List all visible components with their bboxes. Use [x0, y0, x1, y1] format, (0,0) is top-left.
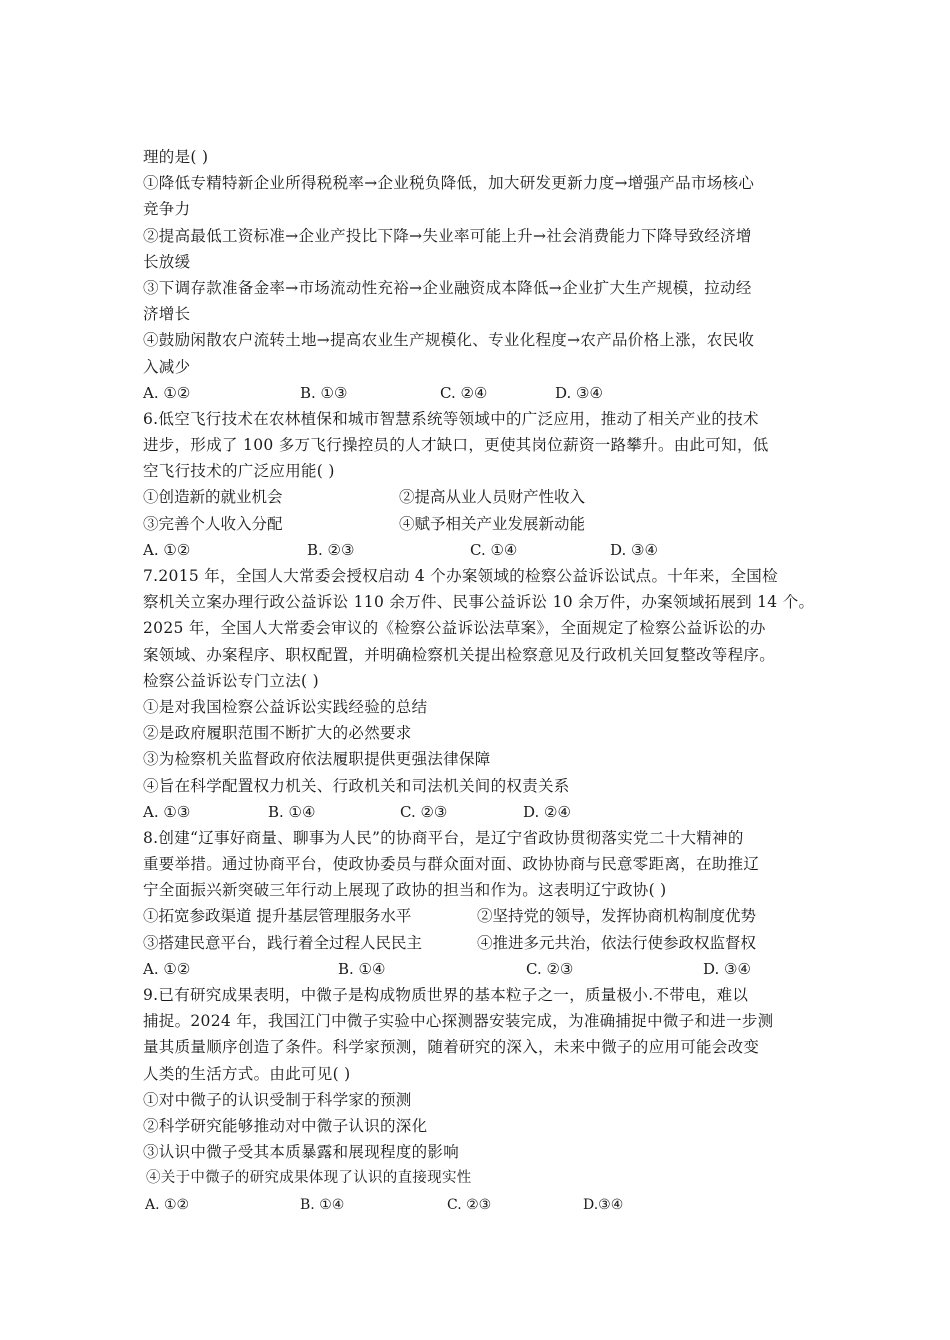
- q7-stem: 察机关立案办理行政公益诉讼 110 余万件、民事公益诉讼 10 余万件，办案领域拓展到 14 个。: [143, 593, 815, 612]
- q8-item-3: ③搭建民意平台，践行着全过程人民民主: [143, 933, 423, 952]
- q8-options: [143, 956, 843, 982]
- q9-item-1: ①对中微子的认识受制于科学家的预测: [143, 1090, 412, 1109]
- q5-option-c: C. ②④: [440, 383, 488, 402]
- q7-options: [143, 799, 843, 825]
- q9-item-4: ④关于中微子的研究成果体现了认识的直接现实性: [146, 1170, 472, 1187]
- q7-option-d: D. ②④: [523, 802, 571, 821]
- q7-item-1: ①是对我国检察公益诉讼实践经验的总结: [143, 697, 428, 716]
- q9-option-a: A. ①②: [145, 1196, 190, 1213]
- q5-item-3-cont: 济增长: [143, 305, 191, 324]
- q5-options: [143, 380, 843, 406]
- q6-option-c: C. ①④: [470, 540, 518, 559]
- q6-item-4: ④赋予相关产业发展新动能: [399, 514, 586, 533]
- q9-stem: 人类的生活方式。由此可见( ): [143, 1064, 351, 1083]
- q7-option-a: A. ①③: [143, 802, 191, 821]
- q8-option-c: C. ②③: [526, 959, 574, 978]
- q8-item-2: ②坚持党的领导，发挥协商机构制度优势: [477, 907, 757, 926]
- q9-option-c: C. ②③: [447, 1196, 492, 1213]
- q5-option-a: A. ①②: [143, 383, 191, 402]
- q5-item-4-cont: 入减少: [143, 357, 191, 376]
- q5-line: 理的是( ): [143, 148, 209, 166]
- q7-stem: 检察公益诉讼专门立法( ): [143, 671, 319, 690]
- q6-options: [143, 537, 843, 563]
- q5-item-2: ②提高最低工资标准→企业产投比下降→失业率可能上升→社会消费能力下降导致经济增: [143, 226, 752, 245]
- q6-items-row: [143, 511, 843, 537]
- q8-option-d: D. ③④: [703, 959, 751, 978]
- q9-stem: 9.已有研究成果表明，中微子是构成物质世界的基本粒子之一，质量极小.不带电，难以: [143, 986, 749, 1004]
- q8-item-4: ④推进多元共治，依法行使参政权监督权: [477, 933, 757, 952]
- q5-option-b: B. ①③: [300, 383, 348, 402]
- q7-item-4: ④旨在科学配置权力机关、行政机关和司法机关间的权责关系: [143, 776, 570, 795]
- q5-item-3: ③下调存款准备金率→市场流动性充裕→企业融资成本降低→企业扩大生产规模，拉动经: [143, 278, 752, 297]
- q9-options: [143, 1192, 843, 1218]
- q9-item-2: ②科学研究能够推动对中微子认识的深化: [143, 1116, 428, 1135]
- q8-stem: 8.创建“辽事好商量、聊事为人民”的协商平台，是辽宁省政协贯彻落实党二十大精神的: [143, 828, 744, 847]
- exam-page: [143, 144, 843, 1218]
- q7-item-2: ②是政府履职范围不断扩大的必然要求: [143, 724, 412, 743]
- q6-option-d: D. ③④: [610, 540, 658, 559]
- q7-item-3: ③为检察机关监督政府依法履职提供更强法律保障: [143, 750, 491, 769]
- q6-item-2: ②提高从业人员财产性收入: [399, 488, 586, 507]
- q7-option-c: C. ②③: [400, 802, 448, 821]
- q7-stem: 7.2015 年，全国人大常委会授权启动 4 个办案领域的检察公益诉讼试点。十年来，全国检: [143, 567, 778, 585]
- q9-stem: 量其质量顺序创造了条件。科学家预测，随着研究的深入，未来中微子的应用可能会改变: [143, 1038, 760, 1057]
- q8-stem: 重要举措。通过协商平台，使政协委员与群众面对面、政协协商与民意零距离，在助推辽: [143, 855, 760, 874]
- q7-stem: 案领域、办案程序、职权配置，并明确检察机关提出检察意见及行政机关回复整改等程序。: [143, 645, 776, 664]
- q5-item-4: ④鼓励闲散农户流转土地→提高农业生产规模化、专业化程度→农产品价格上涨，农民收: [143, 331, 755, 350]
- q6-stem: 进步，形成了 100 多万飞行操控员的人才缺口，更使其岗位薪资一路攀升。由此可知，低: [143, 436, 769, 455]
- q6-items-row: [143, 484, 843, 510]
- q6-stem: 空飞行技术的广泛应用能( ): [143, 462, 335, 481]
- q8-item-1: ①拓宽参政渠道 提升基层管理服务水平: [143, 907, 412, 926]
- q8-stem: 宁全面振兴新突破三年行动上展现了政协的担当和作为。这表明辽宁政协( ): [143, 881, 667, 900]
- q5-option-d: D. ③④: [555, 383, 603, 402]
- q5-item-1-cont: 竞争力: [143, 200, 191, 219]
- q6-option-a: A. ①②: [143, 540, 191, 559]
- q9-option-d: D.③④: [583, 1196, 624, 1213]
- q8-option-b: B. ①④: [338, 959, 386, 978]
- q9-item-3: ③认识中微子受其本质暴露和展现程度的影响: [143, 1143, 460, 1162]
- q5-item-2-cont: 长放缓: [143, 252, 191, 271]
- q9-option-b: B. ①④: [300, 1196, 345, 1213]
- q8-option-a: A. ①②: [143, 959, 191, 978]
- q8-items-row: [143, 930, 843, 956]
- q6-item-1: ①创造新的就业机会: [143, 488, 283, 507]
- q6-option-b: B. ②③: [307, 540, 355, 559]
- q6-item-3: ③完善个人收入分配: [143, 514, 283, 533]
- q5-item-1: ①降低专精特新企业所得税税率→企业税负降低，加大研发更新力度→增强产品市场核心: [143, 174, 755, 193]
- q9-stem: 捕捉。2024 年，我国江门中微子实验中心探测器安装完成，为准确捕捉中微子和进一步测: [143, 1012, 774, 1031]
- q8-items-row: [143, 903, 843, 929]
- q7-option-b: B. ①④: [268, 802, 316, 821]
- q7-stem: 2025 年，全国人大常委会审议的《检察公益诉讼法草案》，全面规定了检察公益诉讼的办: [143, 619, 766, 638]
- q6-stem: 6.低空飞行技术在农林植保和城市智慧系统等领域中的广泛应用，推动了相关产业的技术: [143, 409, 759, 428]
